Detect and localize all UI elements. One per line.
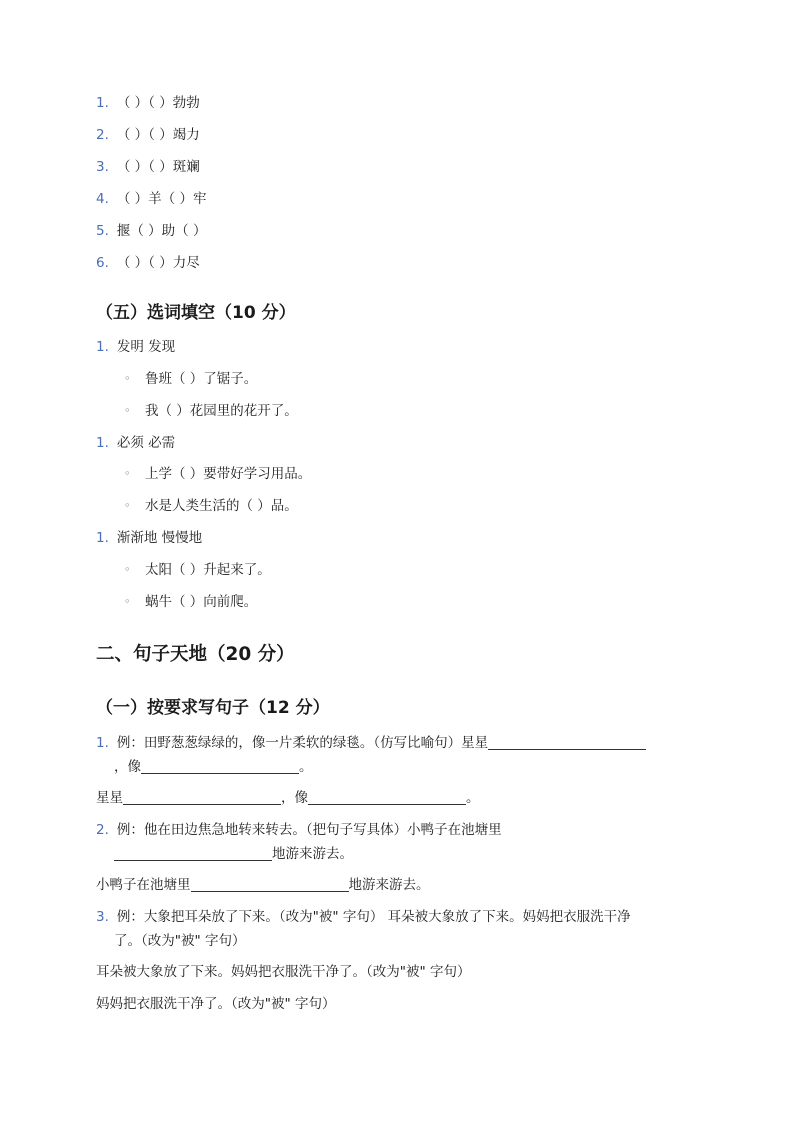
item-number: 4. [96,191,109,207]
item-number: 3. [96,159,109,175]
answer-blank[interactable] [308,790,466,805]
answer-line: 耳朵被大象放了下来。妈妈把衣服洗干净了。（改为"被" 字句） [96,964,471,980]
section-heading: （一）按要求写句子（12 分） [96,698,330,718]
item-number: 3. [96,909,109,925]
list-item [96,190,206,208]
list-item [96,254,200,272]
item-number: 1. [96,530,109,546]
list-item [96,158,200,176]
sentence: 上学（ ）要带好学习用品。 [145,466,312,482]
question [96,734,646,752]
part-heading: 二、句子天地（20 分） [96,644,295,665]
question-continuation [114,758,313,776]
item-text: （ ）（ ）斑斓 [116,159,200,175]
answer-blank[interactable] [191,877,349,892]
question [96,821,502,839]
item-number: 1. [96,435,109,451]
bullet-icon: ◦ [124,467,131,480]
item-number: 6. [96,255,109,271]
question-text: 例：大象把耳朵放了下来。（改为"被" 字句） 耳朵被大象放了下来。妈妈把衣服洗干净 [116,909,631,925]
word-pair [96,338,175,356]
item-text: （ ）（ ）竭力 [116,127,200,143]
answer-line [96,876,430,894]
bullet-icon: ◦ [124,563,131,576]
answer-blank[interactable] [114,846,272,861]
sentence: 太阳（ ）升起来了。 [145,562,271,578]
word-pair-text: 渐渐地 慢慢地 [116,530,203,546]
list-item [96,126,200,144]
answer-blank[interactable] [488,735,646,750]
list-item [96,94,200,112]
answer-text: 小鸭子在池塘里 [96,877,191,893]
answer-text: ，像 [281,790,308,806]
word-pair-text: 发明 发现 [116,339,176,355]
question-text: 。 [299,759,313,775]
word-pair [96,529,202,547]
sentence: 鲁班（ ）了锯子。 [145,371,258,387]
answer-line [96,789,480,807]
bullet-icon: ◦ [124,499,131,512]
item-number: 2. [96,822,109,838]
question-text: ，像 [114,759,141,775]
list-item [96,222,206,240]
item-number: 5. [96,223,109,239]
sentence: 水是人类生活的（ ）品。 [145,498,298,514]
question-text: 地游来游去。 [272,846,353,862]
item-number: 1. [96,339,109,355]
answer-text: 地游来游去。 [348,877,430,893]
answer-blank[interactable] [123,790,281,805]
item-number: 1. [96,95,109,111]
word-pair-text: 必须 必需 [116,435,176,451]
question [96,908,631,926]
item-text: （ ）羊（ ）牢 [116,191,207,207]
question-text: 例：田野葱葱绿绿的，像一片柔软的绿毯。（仿写比喻句）星星 [116,735,489,751]
bullet-icon: ◦ [124,595,131,608]
question-continuation: 了。（改为"被" 字句） [114,933,246,949]
answer-text: 。 [466,790,480,806]
sentence: 我（ ）花园里的花开了。 [145,403,298,419]
bullet-icon: ◦ [124,372,131,385]
answer-line: 妈妈把衣服洗干净了。（改为"被" 字句） [96,996,336,1012]
item-number: 2. [96,127,109,143]
section-heading: （五）选词填空（10 分） [96,303,296,323]
sentence: 蜗牛（ ）向前爬。 [145,594,258,610]
item-text: （ ）（ ）力尽 [116,255,200,271]
answer-text: 星星 [96,790,123,806]
item-text: （ ）（ ）勃勃 [116,95,200,111]
question-continuation [114,845,353,863]
bullet-icon: ◦ [124,404,131,417]
word-pair [96,434,175,452]
item-text: 揠（ ）助（ ） [116,223,207,239]
item-number: 1. [96,735,109,751]
answer-blank[interactable] [141,759,299,774]
question-text: 例：他在田边焦急地转来转去。（把句子写具体）小鸭子在池塘里 [116,822,502,838]
